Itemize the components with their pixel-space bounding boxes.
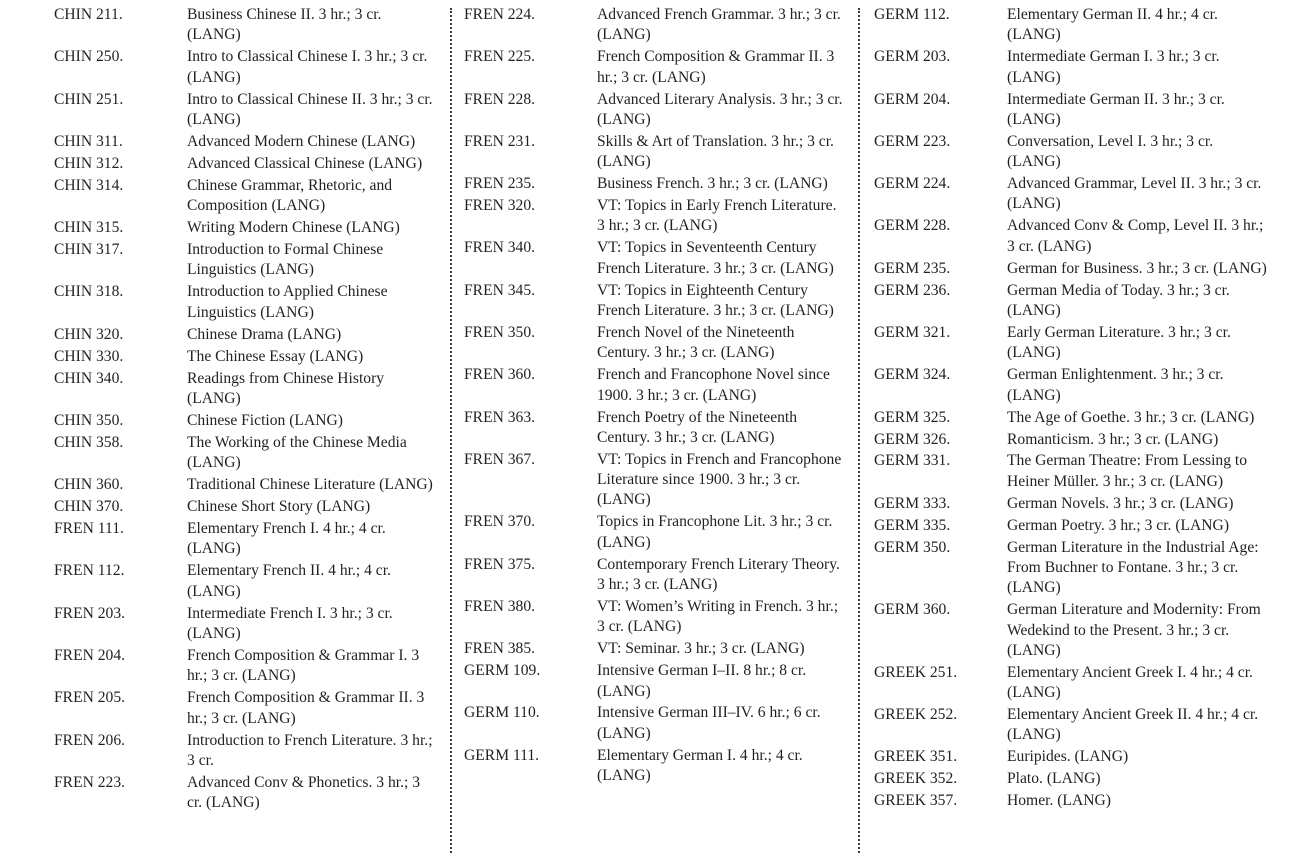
course-code: FREN 224. [464, 6, 536, 23]
course-title: French Composition & Grammar I. 3 hr.; 3 cr. (LANG) [187, 646, 420, 685]
course-entry [874, 323, 1274, 364]
course-title: Contemporary French Literary Theory. 3 hr.; 3 cr. (LANG) [597, 555, 840, 593]
course-code: FREN 235. [464, 175, 536, 193]
course-title: Advanced Conv & Comp, Level II. 3 hr.; 3 cr. (LANG) [1007, 217, 1264, 255]
course-title: Business French. 3 hr.; 3 cr. (LANG) [597, 175, 828, 193]
course-column-1 [54, 5, 438, 815]
course-code: GREEK 352. [874, 770, 958, 788]
course-title: Introduction to Applied Chinese Linguistics (LANG) [187, 283, 388, 321]
column-divider [858, 8, 860, 853]
course-code: FREN 340. [464, 239, 536, 257]
course-entry [54, 347, 438, 367]
course-entry [874, 705, 1274, 746]
course-code: GERM 326. [874, 430, 951, 448]
course-title: Homer. (LANG) [1007, 792, 1111, 810]
course-title: Chinese Fiction (LANG) [187, 411, 343, 429]
course-code: CHIN 350. [54, 411, 124, 429]
course-code: CHIN 320. [54, 325, 124, 343]
course-code: GREEK 252. [874, 706, 958, 724]
course-title: Intensive German III–IV. 6 hr.; 6 cr. (LANG) [597, 704, 821, 742]
course-entry [874, 538, 1274, 599]
course-code: GERM 223. [874, 132, 951, 150]
course-title: French Poetry of the Nineteenth Century. 3 hr.; 3 cr. (LANG) [597, 408, 798, 446]
course-entry [464, 174, 848, 194]
course-entry [874, 791, 1274, 811]
course-entry [464, 238, 848, 279]
course-entry [54, 47, 438, 88]
course-code: GERM 109. [464, 662, 541, 680]
course-code: GERM 110. [464, 704, 540, 722]
course-code: FREN 370. [464, 513, 536, 531]
course-entry [874, 494, 1274, 514]
course-title: VT: Seminar. 3 hr.; 3 cr. (LANG) [597, 640, 805, 658]
course-entry [54, 325, 438, 345]
course-entry [54, 646, 438, 687]
course-code: GERM 325. [874, 408, 951, 426]
course-entry [464, 597, 848, 638]
course-code: FREN 350. [464, 323, 536, 341]
course-title: French Composition & Grammar II. 3 hr.; 3 cr. (LANG) [597, 48, 835, 86]
course-code: FREN 111. [54, 520, 124, 538]
course-title: Euripides. (LANG) [1007, 748, 1129, 766]
course-title: French and Francophone Novel since 1900. 3 hr.; 3 cr. (LANG) [597, 366, 830, 404]
course-entry [874, 365, 1274, 406]
course-title: Chinese Grammar, Rhetoric, and Composition (LANG) [187, 176, 393, 215]
course-title: Intro to Classical Chinese II. 3 hr.; 3 cr. (LANG) [187, 90, 433, 128]
course-title: German Media of Today. 3 hr.; 3 cr. (LANG) [1007, 281, 1230, 319]
course-title: Writing Modern Chinese (LANG) [187, 219, 400, 237]
course-entry [874, 47, 1274, 88]
course-code: GREEK 251. [874, 663, 958, 681]
course-entry [54, 369, 438, 410]
course-code: GERM 204. [874, 90, 951, 108]
course-code: CHIN 250. [54, 48, 124, 66]
course-entry [874, 516, 1274, 536]
course-code: GERM 360. [874, 601, 951, 619]
course-code: FREN 228. [464, 90, 536, 108]
course-entry [54, 604, 438, 645]
course-code: FREN 203. [54, 604, 126, 622]
course-title: Elementary French II. 4 hr.; 4 cr. (LANG) [187, 562, 391, 600]
course-title: Advanced Modern Chinese (LANG) [187, 132, 416, 150]
course-entry [874, 90, 1274, 131]
course-title: Intermediate German I. 3 hr.; 3 cr. (LANG) [1007, 48, 1220, 86]
course-code: FREN 380. [464, 597, 536, 615]
course-code: CHIN 311. [54, 132, 123, 150]
course-code: FREN 204. [54, 646, 126, 664]
course-entry [874, 451, 1274, 492]
course-entry [874, 5, 1274, 46]
column-divider [450, 8, 452, 853]
course-code: FREN 360. [464, 366, 536, 384]
course-entry [54, 731, 438, 772]
course-code: FREN 231. [464, 132, 536, 150]
course-code: GERM 112. [874, 6, 950, 23]
course-code: FREN 367. [464, 450, 536, 468]
course-title: VT: Topics in Eighteenth Century French Literature. 3 hr.; 3 cr. (LANG) [597, 281, 834, 319]
course-title: VT: Topics in Early French Literature. 3 hr.; 3 cr. (LANG) [597, 197, 837, 235]
course-title: German Poetry. 3 hr.; 3 cr. (LANG) [1007, 516, 1230, 534]
course-code: FREN 320. [464, 197, 536, 215]
course-entry [874, 769, 1274, 789]
course-title: The German Theatre: From Lessing to Heiner Müller. 3 hr.; 3 cr. (LANG) [1007, 452, 1248, 490]
course-entry [54, 240, 438, 281]
course-title: Elementary Ancient Greek II. 4 hr.; 4 cr. (LANG) [1007, 706, 1259, 744]
course-code: GERM 350. [874, 538, 951, 556]
course-entry [54, 475, 438, 495]
course-title: Intro to Classical Chinese I. 3 hr.; 3 cr. (LANG) [187, 48, 428, 86]
course-entry [464, 746, 848, 787]
course-title: The Working of the Chinese Media (LANG) [187, 433, 407, 472]
course-code: CHIN 360. [54, 476, 124, 494]
course-title: Advanced Literary Analysis. 3 hr.; 3 cr. (LANG) [597, 90, 843, 128]
course-entry [874, 747, 1274, 767]
course-title: Advanced Conv & Phonetics. 3 hr.; 3 cr. (LANG) [187, 773, 421, 812]
course-code: CHIN 330. [54, 347, 124, 365]
course-entry [464, 408, 848, 449]
course-code: FREN 225. [464, 48, 536, 66]
course-title: Intermediate French I. 3 hr.; 3 cr. (LANG) [187, 604, 393, 642]
course-entry [874, 600, 1274, 661]
course-entry [464, 639, 848, 659]
course-code: GERM 321. [874, 323, 951, 341]
course-entry [874, 259, 1274, 279]
course-title: The Age of Goethe. 3 hr.; 3 cr. (LANG) [1007, 408, 1255, 426]
course-entry [54, 561, 438, 602]
course-entry [54, 433, 438, 474]
course-entry [54, 411, 438, 431]
course-code: GERM 236. [874, 281, 951, 299]
course-code: GREEK 351. [874, 748, 958, 766]
course-entry [54, 282, 438, 323]
course-title: Topics in Francophone Lit. 3 hr.; 3 cr. (LANG) [597, 513, 833, 551]
course-title: Plato. (LANG) [1007, 770, 1101, 788]
course-title: Elementary Ancient Greek I. 4 hr.; 4 cr. (LANG) [1007, 663, 1253, 702]
course-column-2 [464, 5, 848, 788]
course-entry [874, 174, 1274, 215]
course-title: The Chinese Essay (LANG) [187, 347, 364, 365]
course-code: CHIN 318. [54, 283, 124, 301]
course-entry [464, 90, 848, 131]
course-code: GERM 224. [874, 175, 951, 193]
course-title: VT: Women’s Writing in French. 3 hr.; 3 cr. (LANG) [597, 597, 839, 636]
course-entry [54, 90, 438, 131]
course-column-3 [874, 5, 1274, 813]
course-title: German for Business. 3 hr.; 3 cr. (LANG) [1007, 259, 1267, 277]
course-title: Chinese Drama (LANG) [187, 325, 342, 343]
course-title: Romanticism. 3 hr.; 3 cr. (LANG) [1007, 430, 1219, 448]
course-entry [464, 555, 848, 596]
course-code: FREN 206. [54, 731, 126, 749]
course-code: CHIN 358. [54, 433, 124, 451]
course-entry [464, 661, 848, 702]
course-code: GERM 331. [874, 452, 951, 470]
course-title: Early German Literature. 3 hr.; 3 cr. (LANG) [1007, 323, 1231, 362]
course-code: FREN 345. [464, 281, 536, 299]
course-entry [464, 281, 848, 322]
course-entry [464, 196, 848, 237]
course-code: CHIN 314. [54, 176, 124, 194]
course-title: German Enlightenment. 3 hr.; 3 cr. (LANG) [1007, 366, 1224, 404]
course-title: Intermediate German II. 3 hr.; 3 cr. (LANG) [1007, 90, 1225, 128]
course-entry [874, 430, 1274, 450]
course-title: Conversation, Level I. 3 hr.; 3 cr. (LANG) [1007, 132, 1214, 171]
course-entry [464, 323, 848, 364]
course-code: CHIN 312. [54, 154, 124, 172]
course-code: GERM 324. [874, 366, 951, 384]
course-code: GREEK 357. [874, 792, 958, 810]
course-title: Elementary German I. 4 hr.; 4 cr. (LANG) [597, 746, 803, 785]
course-code: CHIN 340. [54, 369, 124, 387]
course-code: CHIN 370. [54, 498, 124, 516]
course-code: FREN 375. [464, 555, 536, 573]
course-entry [54, 497, 438, 517]
course-entry [464, 47, 848, 88]
course-entry [464, 132, 848, 173]
course-code: FREN 223. [54, 773, 126, 791]
course-entry [54, 519, 438, 560]
course-code: GERM 333. [874, 494, 951, 512]
course-code: GERM 203. [874, 48, 951, 66]
course-title: Elementary German II. 4 hr.; 4 cr. (LANG) [1007, 6, 1218, 44]
course-title: German Literature in the Industrial Age: From Buchner to Fontane. 3 hr.; 3 cr. (LANG) [1007, 538, 1259, 597]
course-code: FREN 205. [54, 689, 126, 707]
course-entry [874, 663, 1274, 704]
course-entry [54, 688, 438, 729]
course-title: Readings from Chinese History (LANG) [187, 369, 385, 407]
course-title: Introduction to French Literature. 3 hr.; 3 cr. [187, 731, 433, 769]
course-entry [874, 408, 1274, 428]
course-code: GERM 228. [874, 217, 951, 235]
course-code: FREN 363. [464, 408, 536, 426]
course-title: Business Chinese II. 3 hr.; 3 cr. (LANG) [187, 6, 382, 44]
course-title: Traditional Chinese Literature (LANG) [187, 476, 433, 494]
course-code: FREN 385. [464, 640, 536, 658]
course-code: GERM 111. [464, 746, 540, 764]
course-entry [54, 132, 438, 152]
course-entry [54, 154, 438, 174]
course-entry [464, 450, 848, 511]
course-title: VT: Topics in French and Francophone Literature since 1900. 3 hr.; 3 cr. (LANG) [597, 450, 842, 509]
course-entry [464, 365, 848, 406]
course-title: French Composition & Grammar II. 3 hr.; 3 cr. (LANG) [187, 689, 425, 727]
course-title: German Novels. 3 hr.; 3 cr. (LANG) [1007, 494, 1234, 512]
course-entry [54, 218, 438, 238]
course-code: CHIN 251. [54, 90, 124, 108]
course-title: Intensive German I–II. 8 hr.; 8 cr. (LANG) [597, 662, 807, 700]
course-entry [464, 512, 848, 553]
course-code: CHIN 315. [54, 219, 124, 237]
course-code: GERM 335. [874, 516, 951, 534]
course-entry [874, 281, 1274, 322]
course-code: CHIN 211. [54, 6, 123, 23]
course-title: French Novel of the Nineteenth Century. 3 hr.; 3 cr. (LANG) [597, 323, 795, 362]
course-entry [54, 773, 438, 814]
course-entry [874, 216, 1274, 257]
course-code: GERM 235. [874, 259, 951, 277]
course-code: FREN 112. [54, 562, 125, 580]
course-entry [464, 5, 848, 46]
course-entry [464, 703, 848, 744]
course-title: Introduction to Formal Chinese Linguistics (LANG) [187, 241, 384, 279]
course-title: German Literature and Modernity: From Wedekind to the Present. 3 hr.; 3 cr. (LANG) [1007, 601, 1261, 659]
course-title: Advanced French Grammar. 3 hr.; 3 cr. (LANG) [597, 6, 841, 44]
course-title: Elementary French I. 4 hr.; 4 cr. (LANG) [187, 520, 386, 558]
course-entry [54, 5, 438, 46]
course-code: CHIN 317. [54, 241, 124, 259]
course-title: VT: Topics in Seventeenth Century French Literature. 3 hr.; 3 cr. (LANG) [597, 239, 834, 277]
course-title: Advanced Classical Chinese (LANG) [187, 154, 423, 172]
course-title: Chinese Short Story (LANG) [187, 498, 371, 516]
course-entry [54, 176, 438, 217]
course-title: Advanced Grammar, Level II. 3 hr.; 3 cr. (LANG) [1007, 175, 1262, 213]
course-entry [874, 132, 1274, 173]
course-title: Skills & Art of Translation. 3 hr.; 3 cr. (LANG) [597, 132, 834, 171]
